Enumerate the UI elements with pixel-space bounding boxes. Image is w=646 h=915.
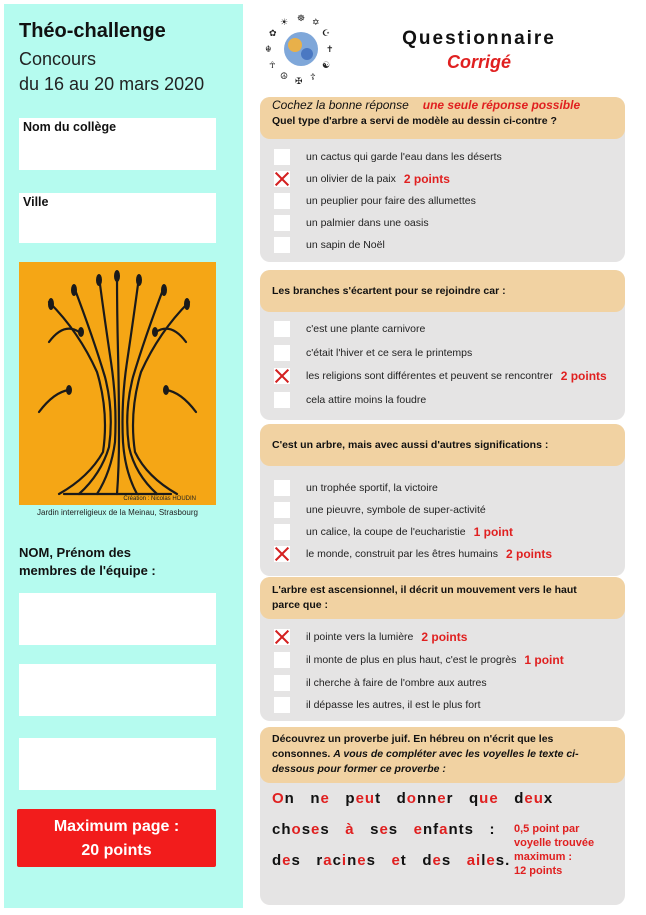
svg-text:☯: ☯ [322, 61, 331, 71]
option-points: 2 points [403, 172, 450, 186]
team-member-field-3[interactable] [19, 738, 216, 790]
tree-artwork [19, 262, 216, 505]
question-4-header [260, 577, 625, 619]
q3-option-3[interactable] [274, 522, 513, 542]
option-label: un trophée sportif, la victoire [306, 482, 438, 494]
question-2-header [260, 270, 625, 312]
interfaith-emblem-icon [264, 12, 338, 86]
svg-text:☥: ☥ [269, 61, 276, 71]
option-points: 2 points [506, 547, 553, 561]
max-points-line1: Maximum page : [53, 818, 180, 835]
question-3-header [260, 424, 625, 466]
checkbox[interactable] [274, 345, 290, 361]
q1-option-4[interactable] [274, 213, 429, 233]
q4-option-3[interactable] [274, 673, 487, 693]
option-label: il dépasse les autres, il est le plus fort [306, 699, 481, 711]
q2-option-2[interactable] [274, 343, 472, 363]
city-field[interactable] [19, 193, 216, 243]
proverb-word: ne [310, 790, 330, 807]
team-member-field-2[interactable] [19, 664, 216, 716]
proverb-word: et [391, 852, 407, 869]
option-label: un calice, la coupe de l'eucharistie [306, 526, 466, 538]
q1-option-3[interactable] [274, 191, 476, 211]
question-4-text-line2: parce que : [272, 599, 329, 611]
page-title: Questionnaire [402, 28, 556, 49]
question-3-panel [260, 424, 625, 576]
max-points-badge [17, 809, 216, 867]
question-5-line2: consonnes. [272, 748, 331, 760]
checkbox[interactable] [274, 697, 290, 713]
proverb-word: ses [370, 821, 399, 838]
q4-option-2[interactable] [274, 650, 564, 670]
option-label: un cactus qui garde l'eau dans les déserts [306, 151, 502, 163]
question-2-text: Les branches s'écartent pour se rejoindre car : [272, 285, 506, 297]
option-points: 2 points [421, 630, 468, 644]
proverb-line-3 [272, 852, 510, 869]
team-members-label [19, 544, 156, 580]
question-4-text-line1: L'arbre est ascensionnel, il décrit un mouvement vers le haut [272, 584, 577, 596]
proverb-word: racines [316, 852, 376, 869]
q4-option-4[interactable] [274, 695, 481, 715]
checkbox-checked[interactable] [274, 368, 290, 384]
proverb-word: des [272, 852, 301, 869]
checkbox[interactable] [274, 193, 290, 209]
checkbox-checked[interactable] [274, 546, 290, 562]
checkbox[interactable] [274, 149, 290, 165]
question-5-line2-italic: A vous de compléter avec les voyelles le texte ci- [333, 748, 579, 760]
svg-text:☪: ☪ [322, 29, 331, 39]
question-1-panel [260, 97, 625, 262]
svg-text:✠: ✠ [295, 77, 303, 86]
option-label: cela attire moins la foudre [306, 394, 427, 406]
q3-option-1[interactable] [274, 478, 438, 498]
option-label: il monte de plus en plus haut, c'est le progrès [306, 654, 517, 666]
checkbox[interactable] [274, 675, 290, 691]
max-points-line2: 20 points [81, 842, 152, 859]
option-label: le monde, construit par les êtres humains [306, 548, 499, 560]
art-caption: Jardin interreligieux de la Meinau, Strasbourg [37, 508, 198, 517]
svg-text:☮: ☮ [280, 72, 289, 82]
instruction: Cochez la bonne réponse [272, 98, 409, 112]
proverb-word: peut [345, 790, 382, 807]
proverb-word: des [422, 852, 452, 869]
scoring-note-line3: maximum : [514, 851, 573, 863]
option-label: il cherche à faire de l'ombre aux autres [306, 677, 487, 689]
question-5-line3: dessous pour former ce proverbe : [272, 763, 446, 775]
svg-text:✝: ✝ [326, 45, 334, 55]
svg-text:✿: ✿ [269, 29, 277, 39]
proverb-word: enfants [413, 821, 475, 838]
scoring-note-line4: 12 points [514, 865, 563, 877]
team-label-line2: membres de l'équipe : [19, 563, 156, 578]
option-label: un palmier dans une oasis [306, 217, 429, 229]
option-label: c'était l'hiver et ce sera le printemps [306, 347, 473, 359]
option-label: un olivier de la paix [306, 173, 396, 185]
proverb-line-2 [272, 821, 496, 838]
proverb-word: deux [514, 790, 554, 807]
q2-option-4[interactable] [274, 390, 426, 410]
question-4-panel [260, 577, 625, 721]
option-points: 1 point [473, 525, 513, 539]
checkbox-checked[interactable] [274, 629, 290, 645]
option-points: 1 point [524, 653, 564, 667]
scoring-note-line1: 0,5 point par [514, 823, 580, 835]
checkbox[interactable] [274, 392, 290, 408]
question-1-text: Quel type d'arbre a servi de modèle au dessin ci-contre ? [272, 115, 557, 127]
city-label: Ville [23, 195, 49, 209]
question-1-header [260, 97, 625, 139]
contest-dates [19, 47, 204, 97]
svg-text:☦: ☦ [310, 73, 316, 83]
proverb-word: ailes. [466, 852, 511, 869]
question-5-header [260, 727, 625, 783]
proverb-word: On [272, 790, 295, 807]
q1-option-5[interactable] [274, 235, 385, 255]
q3-option-4[interactable] [274, 544, 552, 564]
checkbox[interactable] [274, 502, 290, 518]
question-3-text: C'est un arbre, mais avec aussi d'autres significations : [272, 439, 549, 451]
page-subtitle: Corrigé [446, 52, 511, 72]
option-label: un peuplier pour faire des allumettes [306, 195, 476, 207]
contest-title: Théo-challenge [19, 20, 166, 42]
proverb-word: : [489, 821, 496, 838]
checkbox[interactable] [274, 321, 290, 337]
q1-option-2[interactable] [274, 169, 450, 189]
option-label: un sapin de Noël [306, 239, 385, 251]
tree-drawing-icon [19, 262, 216, 505]
svg-text:✡: ✡ [312, 18, 320, 28]
team-label-line1: NOM, Prénom des [19, 545, 131, 560]
proverb-line-1 [272, 790, 553, 807]
proverb-word: que [468, 790, 499, 807]
question-5-panel [260, 727, 625, 905]
q4-option-1[interactable] [274, 627, 467, 647]
option-label: une pieuvre, symbole de super-activité [306, 504, 486, 516]
q2-option-3[interactable] [274, 366, 607, 386]
q2-option-1[interactable] [274, 319, 425, 339]
q1-option-1[interactable] [274, 147, 502, 167]
checkbox[interactable] [274, 524, 290, 540]
instruction-note: une seule réponse possible [422, 98, 581, 112]
team-member-field-1[interactable] [19, 593, 216, 645]
svg-text:☸: ☸ [297, 14, 306, 24]
proverb-word: donner [396, 790, 454, 807]
question-5-line1: Découvrez un proverbe juif. En hébreu on n'écrit que les [272, 733, 554, 745]
option-label: c'est une plante carnivore [306, 323, 426, 335]
art-credit: Création : Nicolas HOUDIN [123, 496, 196, 502]
option-points: 2 points [560, 369, 607, 383]
proverb-word: à [345, 821, 355, 838]
contest-subtitle-line2: du 16 au 20 mars 2020 [19, 74, 205, 94]
option-label: les religions sont différentes et peuvent se rencontrer [306, 370, 553, 382]
college-name-field[interactable] [19, 118, 216, 170]
checkbox[interactable] [274, 215, 290, 231]
proverb-word: choses [272, 821, 330, 838]
option-label: il pointe vers la lumière [306, 631, 414, 643]
college-name-label: Nom du collège [23, 120, 117, 134]
checkbox[interactable] [274, 652, 290, 668]
svg-text:☬: ☬ [265, 45, 272, 55]
scoring-note [514, 822, 618, 878]
svg-text:☀: ☀ [280, 18, 289, 28]
question-2-panel [260, 270, 625, 420]
scoring-note-line2: voyelle trouvée [514, 837, 595, 849]
checkbox[interactable] [274, 480, 290, 496]
checkbox[interactable] [274, 237, 290, 253]
contest-subtitle-line1: Concours [19, 49, 97, 69]
checkbox-checked[interactable] [274, 171, 290, 187]
q3-option-2[interactable] [274, 500, 486, 520]
